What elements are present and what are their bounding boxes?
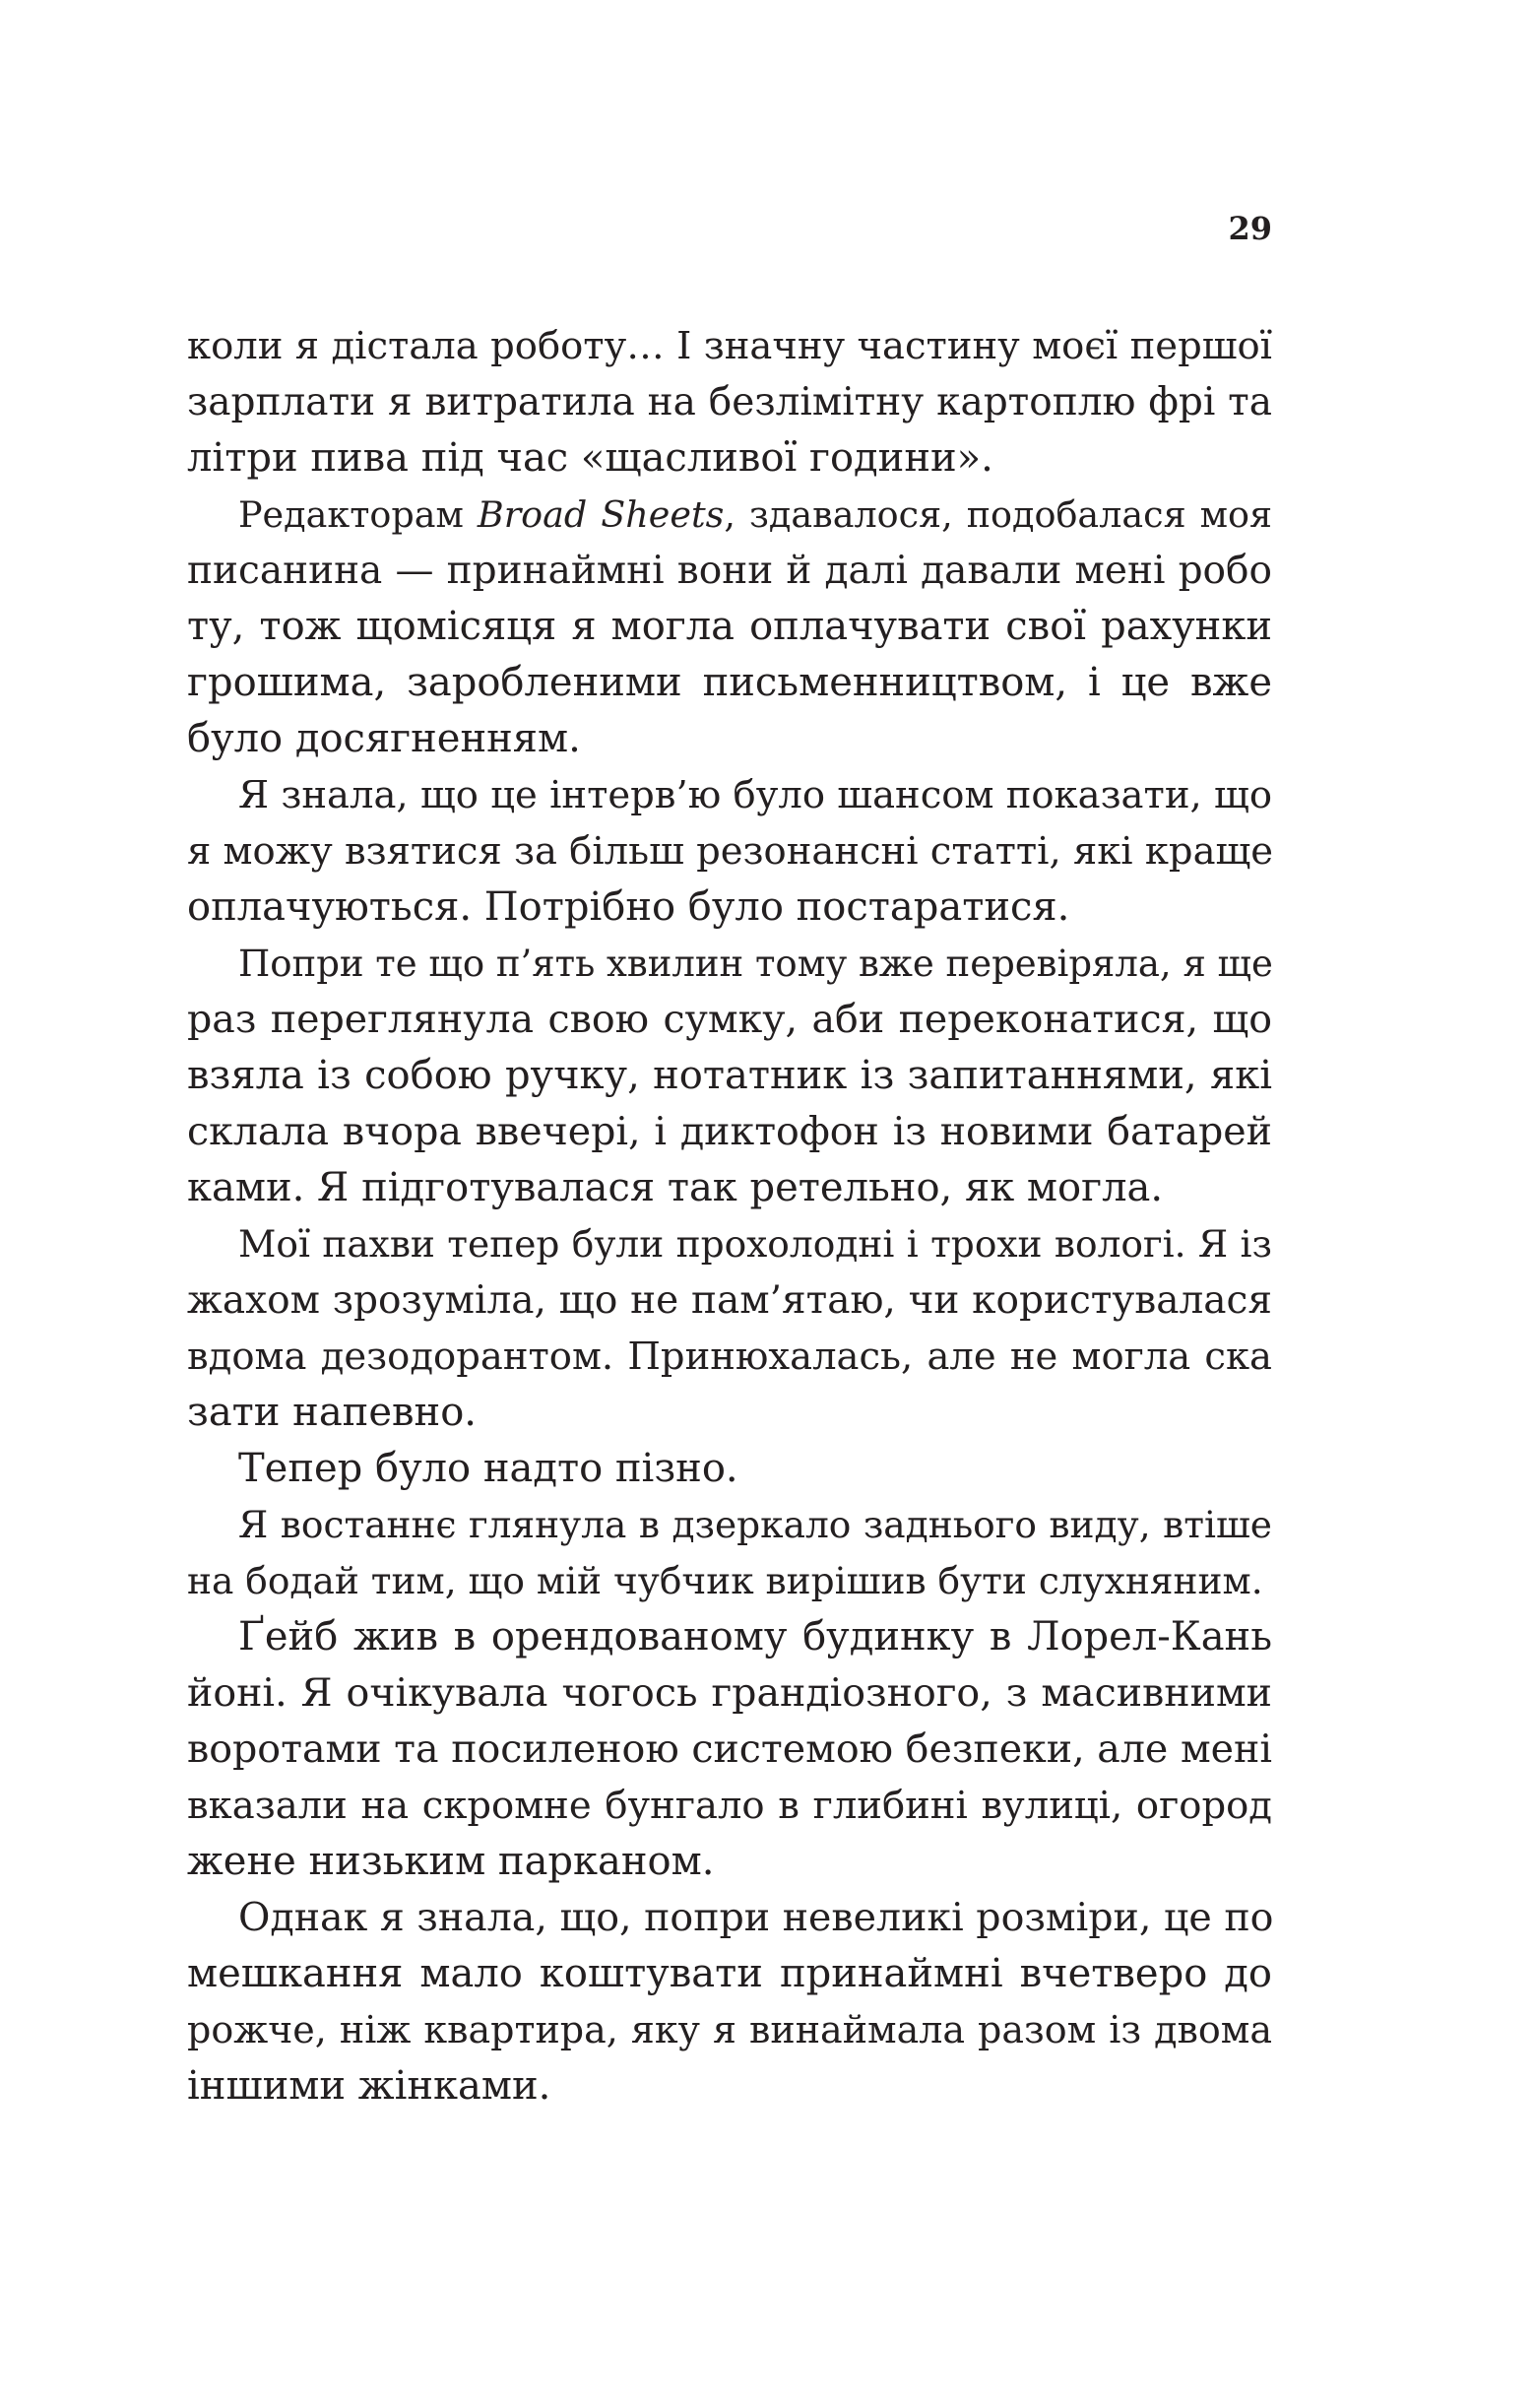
text-line: вказали на скромне бунгало в глибині вулиці, огород	[187, 1784, 1272, 1828]
text-segment: , здавалося, подобалася моя	[724, 493, 1273, 536]
text-line: коли я дістала роботу… І значну частину моєї першої	[187, 324, 1272, 368]
text-line: Я знала, що це інтерв’ю було шансом показати, що	[238, 773, 1272, 817]
publication-title: Broad Sheets	[477, 493, 725, 536]
text-line: ками. Я підготувалася так ретельно, як могла.	[187, 1165, 1164, 1210]
text-line: йоні. Я очікувала чогось грандіозного, з масивними	[187, 1670, 1272, 1716]
text-line: іншими жінками.	[187, 2063, 551, 2109]
text-line: мешкання мало коштувати принаймні вчетверо до	[187, 1951, 1272, 1996]
text-line: раз переглянула свою сумку, аби переконатися, що	[187, 997, 1272, 1042]
body-text	[187, 318, 1272, 2115]
text-segment: Редакторам	[238, 493, 478, 536]
text-line: вдома дезодорантом. Принюхалась, але не могла ска	[187, 1334, 1272, 1379]
text-line: було досягненням.	[187, 716, 581, 761]
text-line: взяла із собою ручку, нотатник із запитаннями, які	[187, 1053, 1272, 1098]
text-line: Попри те що п’ять хвилин тому вже перевіряла, я ще	[238, 943, 1273, 985]
text-line	[187, 487, 1272, 543]
page-number: 29	[1228, 210, 1272, 247]
text-line: зати напевно.	[187, 1390, 477, 1435]
text-line: грошима, заробленими письменництвом, і це вже	[187, 660, 1272, 705]
text-line: Тепер було надто пізно.	[238, 1446, 738, 1491]
text-line: літри пива під час «щасливої години».	[187, 435, 993, 481]
text-line: Я востаннє глянула в дзеркало заднього виду, втіше	[238, 1503, 1272, 1546]
text-line: жене низьким парканом.	[187, 1839, 715, 1884]
text-line: оплачуються. Потрібно було постаратися.	[187, 884, 1070, 930]
text-line: я можу взятися за більш резонансні статті, які краще	[187, 829, 1274, 874]
text-line: на бодай тим, що мій чубчик вирішив бути слухняним.	[187, 1559, 1263, 1602]
text-line: Однак я знала, що, попри невеликі розміри, це по	[238, 1895, 1274, 1940]
text-line: Ґейб жив в орендованому будинку в Лорел-Кань	[238, 1614, 1272, 1660]
text-line: писанина — принаймні вони й далі давали мені робо	[187, 549, 1272, 593]
text-line: рожче, ніж квартира, яку я винаймала разом із двома	[187, 2008, 1272, 2051]
text-line: зарплати я витратила на безлімітну картоплю фрі та	[187, 380, 1272, 424]
text-line: Мої пахви тепер були прохолодні і трохи вологі. Я із	[238, 1222, 1272, 1266]
text-line: воротами та посиленою системою безпеки, але мені	[187, 1726, 1272, 1772]
text-line: жахом зрозуміла, що не пам’ятаю, чи користувалася	[187, 1278, 1272, 1323]
text-line: ту, тож щомісяця я могла оплачувати свої рахунки	[187, 604, 1272, 649]
text-line: склала вчора ввечері, і диктофон із новими батарей	[187, 1109, 1272, 1154]
